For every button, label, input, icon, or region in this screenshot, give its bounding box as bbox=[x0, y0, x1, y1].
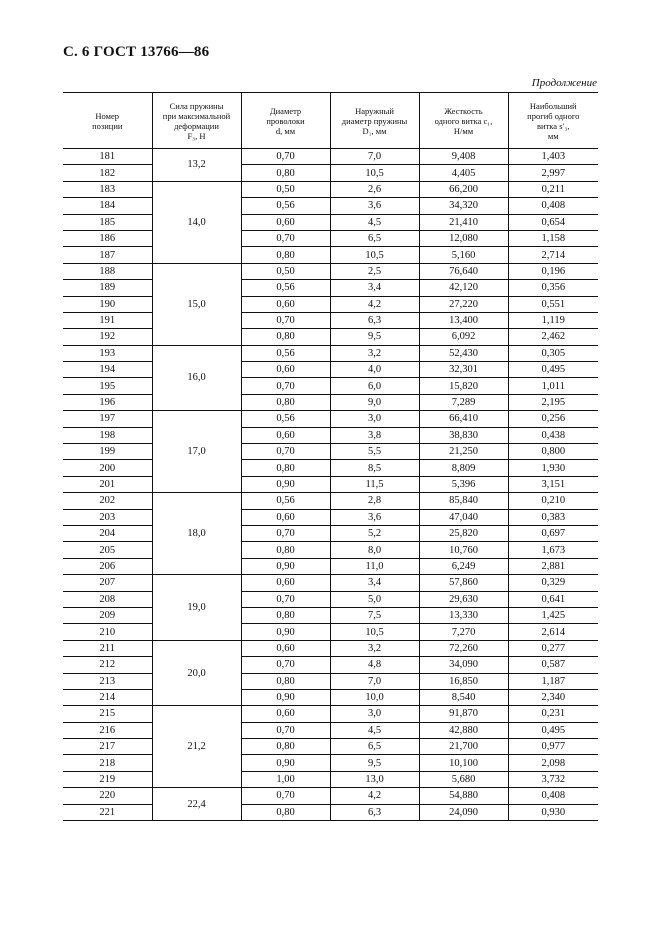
cell-deflection: 2,195 bbox=[508, 394, 598, 410]
cell-stiffness: 9,408 bbox=[419, 149, 508, 165]
cell-outer-diameter: 6,3 bbox=[330, 312, 419, 328]
cell-stiffness: 52,430 bbox=[419, 345, 508, 361]
cell-position: 210 bbox=[63, 624, 152, 640]
cell-outer-diameter: 7,0 bbox=[330, 149, 419, 165]
col-header-wire-diameter: Диаметр проволоки d, мм bbox=[241, 93, 330, 149]
table-row bbox=[63, 722, 598, 738]
cell-wire-diameter: 0,90 bbox=[241, 624, 330, 640]
cell-stiffness: 13,400 bbox=[419, 312, 508, 328]
cell-wire-diameter: 0,56 bbox=[241, 411, 330, 427]
cell-wire-diameter: 0,80 bbox=[241, 165, 330, 181]
table-row bbox=[63, 263, 598, 279]
cell-wire-diameter: 0,70 bbox=[241, 591, 330, 607]
cell-outer-diameter: 10,0 bbox=[330, 689, 419, 705]
table-row bbox=[63, 525, 598, 541]
cell-deflection: 0,277 bbox=[508, 640, 598, 656]
cell-wire-diameter: 0,70 bbox=[241, 788, 330, 804]
cell-deflection: 0,383 bbox=[508, 509, 598, 525]
cell-wire-diameter: 0,70 bbox=[241, 722, 330, 738]
cell-wire-diameter: 0,60 bbox=[241, 362, 330, 378]
cell-deflection: 0,196 bbox=[508, 263, 598, 279]
cell-position: 188 bbox=[63, 263, 152, 279]
cell-position: 181 bbox=[63, 149, 152, 165]
table-row bbox=[63, 411, 598, 427]
cell-position: 202 bbox=[63, 493, 152, 509]
cell-wire-diameter: 0,70 bbox=[241, 525, 330, 541]
table-row bbox=[63, 640, 598, 656]
cell-outer-diameter: 2,8 bbox=[330, 493, 419, 509]
cell-outer-diameter: 3,2 bbox=[330, 640, 419, 656]
cell-stiffness: 6,249 bbox=[419, 558, 508, 574]
cell-position: 208 bbox=[63, 591, 152, 607]
cell-wire-diameter: 0,90 bbox=[241, 755, 330, 771]
cell-outer-diameter: 3,6 bbox=[330, 198, 419, 214]
cell-deflection: 1,187 bbox=[508, 673, 598, 689]
cell-position: 200 bbox=[63, 460, 152, 476]
cell-deflection: 3,151 bbox=[508, 476, 598, 492]
cell-deflection: 0,438 bbox=[508, 427, 598, 443]
table-row bbox=[63, 607, 598, 623]
cell-wire-diameter: 0,70 bbox=[241, 149, 330, 165]
table-row bbox=[63, 181, 598, 197]
cell-stiffness: 7,289 bbox=[419, 394, 508, 410]
cell-stiffness: 10,760 bbox=[419, 542, 508, 558]
cell-deflection: 0,210 bbox=[508, 493, 598, 509]
cell-deflection: 0,408 bbox=[508, 788, 598, 804]
cell-force: 19,0 bbox=[152, 575, 241, 641]
table-row bbox=[63, 657, 598, 673]
col-header-position: Номер позиции bbox=[63, 93, 152, 149]
table-row bbox=[63, 624, 598, 640]
cell-wire-diameter: 0,70 bbox=[241, 230, 330, 246]
cell-stiffness: 15,820 bbox=[419, 378, 508, 394]
cell-stiffness: 4,405 bbox=[419, 165, 508, 181]
cell-stiffness: 24,090 bbox=[419, 804, 508, 820]
table-row bbox=[63, 706, 598, 722]
cell-wire-diameter: 0,80 bbox=[241, 739, 330, 755]
cell-deflection: 1,673 bbox=[508, 542, 598, 558]
cell-stiffness: 72,260 bbox=[419, 640, 508, 656]
cell-position: 190 bbox=[63, 296, 152, 312]
cell-deflection: 0,551 bbox=[508, 296, 598, 312]
cell-stiffness: 10,100 bbox=[419, 755, 508, 771]
cell-position: 220 bbox=[63, 788, 152, 804]
table-row bbox=[63, 394, 598, 410]
table-header-row bbox=[63, 93, 598, 149]
table-row bbox=[63, 771, 598, 787]
cell-wire-diameter: 0,70 bbox=[241, 444, 330, 460]
cell-deflection: 0,211 bbox=[508, 181, 598, 197]
cell-stiffness: 21,700 bbox=[419, 739, 508, 755]
cell-outer-diameter: 11,5 bbox=[330, 476, 419, 492]
table-row bbox=[63, 378, 598, 394]
cell-position: 194 bbox=[63, 362, 152, 378]
cell-force: 20,0 bbox=[152, 640, 241, 706]
cell-stiffness: 12,080 bbox=[419, 230, 508, 246]
cell-position: 204 bbox=[63, 525, 152, 541]
cell-wire-diameter: 0,60 bbox=[241, 214, 330, 230]
cell-deflection: 1,930 bbox=[508, 460, 598, 476]
cell-stiffness: 21,410 bbox=[419, 214, 508, 230]
cell-outer-diameter: 6,5 bbox=[330, 739, 419, 755]
continuation-label: Продолжение bbox=[531, 77, 597, 89]
cell-position: 219 bbox=[63, 771, 152, 787]
cell-deflection: 2,462 bbox=[508, 329, 598, 345]
cell-wire-diameter: 0,80 bbox=[241, 247, 330, 263]
cell-wire-diameter: 0,60 bbox=[241, 296, 330, 312]
cell-position: 198 bbox=[63, 427, 152, 443]
cell-force: 22,4 bbox=[152, 788, 241, 821]
cell-outer-diameter: 2,5 bbox=[330, 263, 419, 279]
cell-force: 18,0 bbox=[152, 493, 241, 575]
cell-wire-diameter: 0,56 bbox=[241, 493, 330, 509]
cell-position: 206 bbox=[63, 558, 152, 574]
cell-stiffness: 5,396 bbox=[419, 476, 508, 492]
cell-outer-diameter: 6,0 bbox=[330, 378, 419, 394]
cell-deflection: 0,800 bbox=[508, 444, 598, 460]
cell-force: 13,2 bbox=[152, 149, 241, 182]
cell-outer-diameter: 7,0 bbox=[330, 673, 419, 689]
cell-wire-diameter: 0,50 bbox=[241, 263, 330, 279]
col-header-stiffness: Жесткость одного витка c₁, Н/мм bbox=[419, 93, 508, 149]
table-row bbox=[63, 230, 598, 246]
table-row bbox=[63, 476, 598, 492]
table-row bbox=[63, 673, 598, 689]
cell-position: 221 bbox=[63, 804, 152, 820]
table-row bbox=[63, 558, 598, 574]
cell-wire-diameter: 0,60 bbox=[241, 509, 330, 525]
table-row bbox=[63, 296, 598, 312]
cell-outer-diameter: 5,2 bbox=[330, 525, 419, 541]
cell-wire-diameter: 0,56 bbox=[241, 280, 330, 296]
cell-outer-diameter: 9,0 bbox=[330, 394, 419, 410]
cell-wire-diameter: 0,80 bbox=[241, 673, 330, 689]
table-row bbox=[63, 247, 598, 263]
cell-wire-diameter: 0,80 bbox=[241, 394, 330, 410]
table-row bbox=[63, 788, 598, 804]
cell-position: 218 bbox=[63, 755, 152, 771]
cell-stiffness: 76,640 bbox=[419, 263, 508, 279]
cell-stiffness: 57,860 bbox=[419, 575, 508, 591]
cell-deflection: 2,714 bbox=[508, 247, 598, 263]
table-row bbox=[63, 444, 598, 460]
cell-wire-diameter: 0,60 bbox=[241, 706, 330, 722]
cell-outer-diameter: 3,8 bbox=[330, 427, 419, 443]
cell-stiffness: 42,880 bbox=[419, 722, 508, 738]
cell-wire-diameter: 0,56 bbox=[241, 345, 330, 361]
cell-wire-diameter: 0,90 bbox=[241, 689, 330, 705]
cell-deflection: 0,329 bbox=[508, 575, 598, 591]
cell-deflection: 0,305 bbox=[508, 345, 598, 361]
cell-outer-diameter: 10,5 bbox=[330, 165, 419, 181]
cell-deflection: 0,256 bbox=[508, 411, 598, 427]
cell-deflection: 0,408 bbox=[508, 198, 598, 214]
cell-position: 211 bbox=[63, 640, 152, 656]
cell-deflection: 0,930 bbox=[508, 804, 598, 820]
cell-wire-diameter: 0,60 bbox=[241, 575, 330, 591]
cell-outer-diameter: 4,2 bbox=[330, 788, 419, 804]
cell-stiffness: 38,830 bbox=[419, 427, 508, 443]
cell-wire-diameter: 0,90 bbox=[241, 476, 330, 492]
cell-deflection: 0,654 bbox=[508, 214, 598, 230]
cell-outer-diameter: 5,5 bbox=[330, 444, 419, 460]
cell-deflection: 2,340 bbox=[508, 689, 598, 705]
cell-position: 196 bbox=[63, 394, 152, 410]
cell-wire-diameter: 0,80 bbox=[241, 329, 330, 345]
col-header-deflection: Наибольший прогиб одного витка s′₃, мм bbox=[508, 93, 598, 149]
cell-position: 186 bbox=[63, 230, 152, 246]
cell-force: 21,2 bbox=[152, 706, 241, 788]
table-row bbox=[63, 280, 598, 296]
cell-deflection: 1,403 bbox=[508, 149, 598, 165]
table-row bbox=[63, 575, 598, 591]
cell-stiffness: 6,092 bbox=[419, 329, 508, 345]
cell-deflection: 0,697 bbox=[508, 525, 598, 541]
cell-wire-diameter: 0,50 bbox=[241, 181, 330, 197]
cell-deflection: 1,425 bbox=[508, 607, 598, 623]
cell-position: 207 bbox=[63, 575, 152, 591]
cell-stiffness: 34,090 bbox=[419, 657, 508, 673]
cell-wire-diameter: 0,70 bbox=[241, 657, 330, 673]
cell-outer-diameter: 8,5 bbox=[330, 460, 419, 476]
cell-deflection: 0,977 bbox=[508, 739, 598, 755]
cell-stiffness: 66,410 bbox=[419, 411, 508, 427]
table-row bbox=[63, 198, 598, 214]
cell-position: 197 bbox=[63, 411, 152, 427]
cell-position: 192 bbox=[63, 329, 152, 345]
cell-deflection: 1,158 bbox=[508, 230, 598, 246]
cell-outer-diameter: 3,4 bbox=[330, 280, 419, 296]
cell-stiffness: 54,880 bbox=[419, 788, 508, 804]
cell-wire-diameter: 0,80 bbox=[241, 804, 330, 820]
cell-position: 209 bbox=[63, 607, 152, 623]
cell-deflection: 3,732 bbox=[508, 771, 598, 787]
cell-position: 217 bbox=[63, 739, 152, 755]
cell-outer-diameter: 3,4 bbox=[330, 575, 419, 591]
cell-outer-diameter: 3,6 bbox=[330, 509, 419, 525]
cell-outer-diameter: 7,5 bbox=[330, 607, 419, 623]
cell-position: 182 bbox=[63, 165, 152, 181]
cell-deflection: 2,997 bbox=[508, 165, 598, 181]
cell-wire-diameter: 0,80 bbox=[241, 607, 330, 623]
cell-deflection: 0,587 bbox=[508, 657, 598, 673]
cell-deflection: 0,641 bbox=[508, 591, 598, 607]
cell-deflection: 0,356 bbox=[508, 280, 598, 296]
table-row bbox=[63, 165, 598, 181]
cell-outer-diameter: 4,5 bbox=[330, 214, 419, 230]
table-row bbox=[63, 460, 598, 476]
cell-outer-diameter: 3,0 bbox=[330, 706, 419, 722]
cell-wire-diameter: 0,90 bbox=[241, 558, 330, 574]
cell-deflection: 0,495 bbox=[508, 362, 598, 378]
cell-wire-diameter: 0,80 bbox=[241, 542, 330, 558]
cell-outer-diameter: 5,0 bbox=[330, 591, 419, 607]
table-row bbox=[63, 312, 598, 328]
col-header-force: Сила пружины при максимальной деформации F₃, Н bbox=[152, 93, 241, 149]
cell-outer-diameter: 4,2 bbox=[330, 296, 419, 312]
col-header-outer-diameter: Наружный диаметр пружины D₁, мм bbox=[330, 93, 419, 149]
cell-position: 203 bbox=[63, 509, 152, 525]
cell-force: 16,0 bbox=[152, 345, 241, 411]
cell-position: 199 bbox=[63, 444, 152, 460]
cell-stiffness: 8,809 bbox=[419, 460, 508, 476]
cell-deflection: 2,881 bbox=[508, 558, 598, 574]
cell-position: 191 bbox=[63, 312, 152, 328]
table-row bbox=[63, 755, 598, 771]
cell-wire-diameter: 0,80 bbox=[241, 460, 330, 476]
cell-position: 201 bbox=[63, 476, 152, 492]
cell-outer-diameter: 11,0 bbox=[330, 558, 419, 574]
cell-position: 215 bbox=[63, 706, 152, 722]
cell-position: 183 bbox=[63, 181, 152, 197]
cell-position: 187 bbox=[63, 247, 152, 263]
table-row bbox=[63, 542, 598, 558]
cell-outer-diameter: 2,6 bbox=[330, 181, 419, 197]
cell-stiffness: 16,850 bbox=[419, 673, 508, 689]
cell-stiffness: 32,301 bbox=[419, 362, 508, 378]
cell-deflection: 0,231 bbox=[508, 706, 598, 722]
cell-outer-diameter: 4,5 bbox=[330, 722, 419, 738]
cell-stiffness: 8,540 bbox=[419, 689, 508, 705]
cell-stiffness: 7,270 bbox=[419, 624, 508, 640]
cell-outer-diameter: 6,5 bbox=[330, 230, 419, 246]
cell-wire-diameter: 0,60 bbox=[241, 427, 330, 443]
table-row bbox=[63, 689, 598, 705]
cell-force: 14,0 bbox=[152, 181, 241, 263]
table-row bbox=[63, 493, 598, 509]
cell-stiffness: 85,840 bbox=[419, 493, 508, 509]
cell-position: 184 bbox=[63, 198, 152, 214]
cell-outer-diameter: 9,5 bbox=[330, 329, 419, 345]
cell-stiffness: 29,630 bbox=[419, 591, 508, 607]
cell-wire-diameter: 0,70 bbox=[241, 378, 330, 394]
cell-outer-diameter: 10,5 bbox=[330, 247, 419, 263]
cell-wire-diameter: 0,60 bbox=[241, 640, 330, 656]
cell-position: 214 bbox=[63, 689, 152, 705]
cell-stiffness: 91,870 bbox=[419, 706, 508, 722]
cell-position: 195 bbox=[63, 378, 152, 394]
cell-outer-diameter: 3,0 bbox=[330, 411, 419, 427]
cell-outer-diameter: 3,2 bbox=[330, 345, 419, 361]
table-row bbox=[63, 591, 598, 607]
page-header: С. 6 ГОСТ 13766—86 bbox=[63, 44, 210, 60]
table-body bbox=[63, 149, 598, 821]
table-row bbox=[63, 362, 598, 378]
cell-deflection: 2,098 bbox=[508, 755, 598, 771]
cell-outer-diameter: 8,0 bbox=[330, 542, 419, 558]
table-row bbox=[63, 345, 598, 361]
cell-stiffness: 13,330 bbox=[419, 607, 508, 623]
table-row bbox=[63, 427, 598, 443]
cell-wire-diameter: 0,70 bbox=[241, 312, 330, 328]
cell-outer-diameter: 9,5 bbox=[330, 755, 419, 771]
cell-position: 216 bbox=[63, 722, 152, 738]
cell-stiffness: 66,200 bbox=[419, 181, 508, 197]
cell-deflection: 2,614 bbox=[508, 624, 598, 640]
cell-wire-diameter: 1,00 bbox=[241, 771, 330, 787]
cell-outer-diameter: 4,8 bbox=[330, 657, 419, 673]
cell-position: 212 bbox=[63, 657, 152, 673]
cell-stiffness: 27,220 bbox=[419, 296, 508, 312]
table-row bbox=[63, 804, 598, 820]
table-row bbox=[63, 739, 598, 755]
cell-wire-diameter: 0,56 bbox=[241, 198, 330, 214]
table-row bbox=[63, 214, 598, 230]
table-row bbox=[63, 149, 598, 165]
cell-outer-diameter: 13,0 bbox=[330, 771, 419, 787]
table-row bbox=[63, 329, 598, 345]
spring-data-table bbox=[63, 92, 598, 821]
cell-outer-diameter: 6,3 bbox=[330, 804, 419, 820]
cell-stiffness: 21,250 bbox=[419, 444, 508, 460]
cell-stiffness: 34,320 bbox=[419, 198, 508, 214]
cell-force: 15,0 bbox=[152, 263, 241, 345]
cell-stiffness: 47,040 bbox=[419, 509, 508, 525]
cell-position: 213 bbox=[63, 673, 152, 689]
cell-stiffness: 5,160 bbox=[419, 247, 508, 263]
cell-outer-diameter: 4,0 bbox=[330, 362, 419, 378]
cell-stiffness: 42,120 bbox=[419, 280, 508, 296]
table-row bbox=[63, 509, 598, 525]
cell-position: 193 bbox=[63, 345, 152, 361]
cell-deflection: 1,119 bbox=[508, 312, 598, 328]
cell-deflection: 0,495 bbox=[508, 722, 598, 738]
cell-deflection: 1,011 bbox=[508, 378, 598, 394]
cell-outer-diameter: 10,5 bbox=[330, 624, 419, 640]
cell-position: 185 bbox=[63, 214, 152, 230]
cell-position: 189 bbox=[63, 280, 152, 296]
cell-force: 17,0 bbox=[152, 411, 241, 493]
cell-position: 205 bbox=[63, 542, 152, 558]
cell-stiffness: 5,680 bbox=[419, 771, 508, 787]
cell-stiffness: 25,820 bbox=[419, 525, 508, 541]
